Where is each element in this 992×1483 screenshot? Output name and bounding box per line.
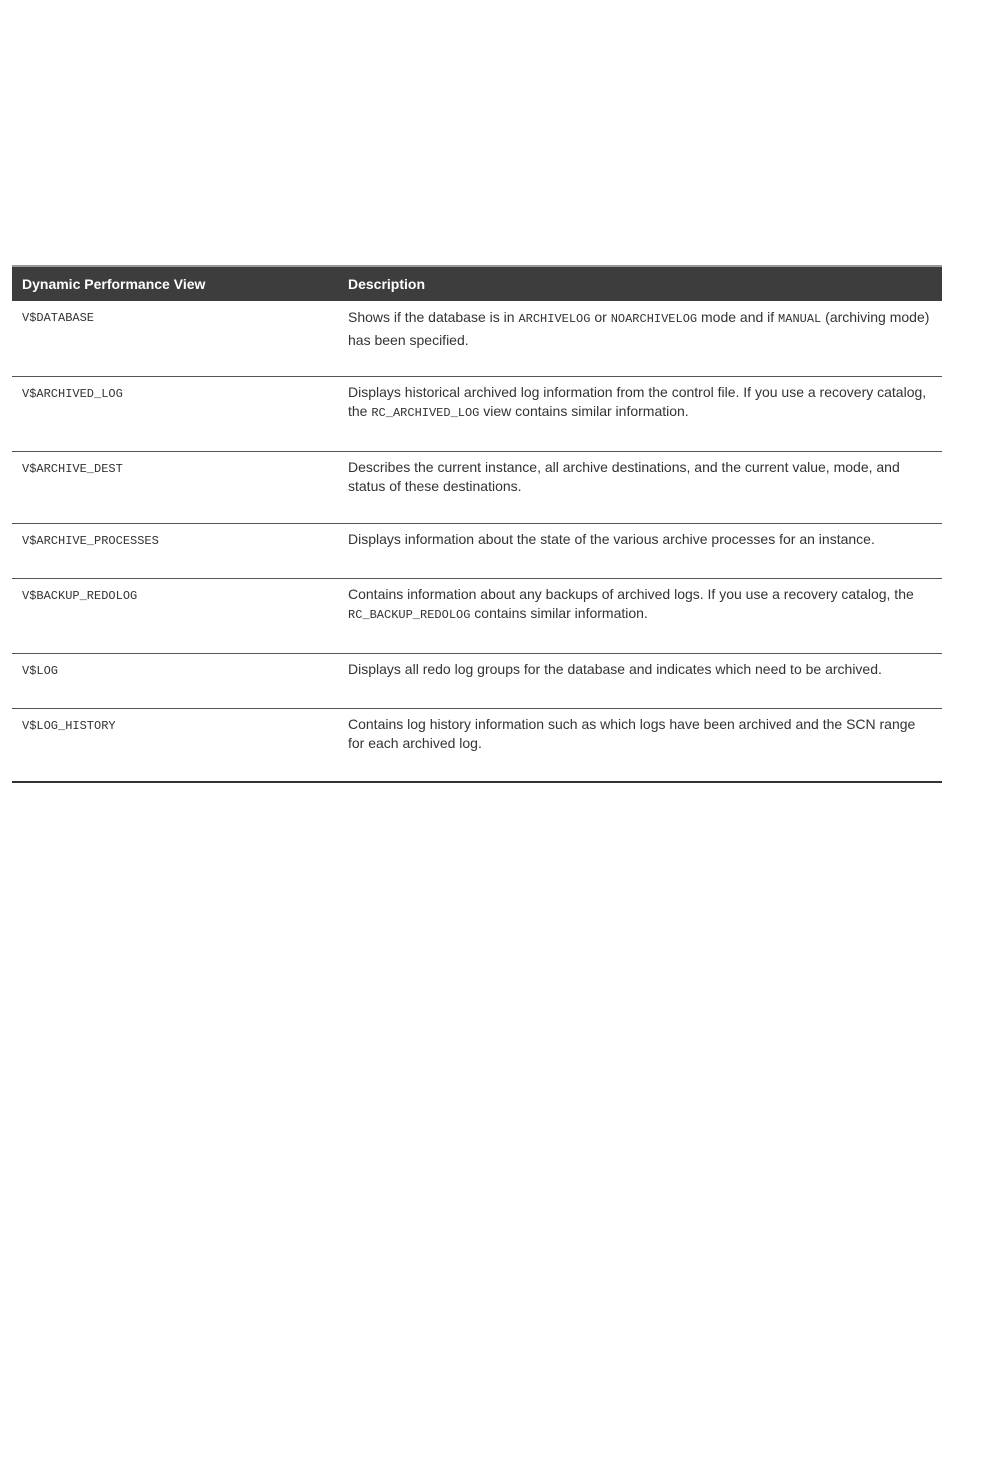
description-text: view contains similar information. (479, 402, 689, 419)
view-description (338, 376, 942, 451)
view-name: V$BACKUP_REDOLOG (12, 578, 338, 653)
dynamic-performance-views-table (12, 265, 942, 783)
view-description (338, 578, 942, 653)
table-body (12, 301, 942, 782)
description-text: Shows if the database is in (348, 309, 519, 325)
description-text: mode and if (697, 309, 779, 325)
description-text: Displays all redo log groups for the database and indicates which need to be archived. (348, 660, 882, 677)
view-name: V$ARCHIVE_DEST (12, 451, 338, 523)
table-row (12, 301, 942, 376)
inline-code: ARCHIVELOG (518, 312, 591, 326)
view-description (338, 708, 942, 782)
inline-code: RC_ARCHIVED_LOG (371, 405, 480, 420)
view-name: V$LOG_HISTORY (12, 708, 338, 782)
header-description: Description (338, 266, 942, 301)
inline-code: MANUAL (778, 312, 822, 326)
view-description (338, 301, 942, 376)
inline-code: NOARCHIVELOG (610, 312, 698, 326)
description-text: Displays information about the state of the various archive processes for an instance. (348, 530, 875, 547)
header-view: Dynamic Performance View (12, 266, 338, 301)
header-row (12, 266, 942, 301)
table-row (12, 451, 942, 523)
description-text: Contains information about any backups of archived logs. If you use a recovery catalog, the (348, 585, 914, 602)
view-name: V$DATABASE (12, 301, 338, 376)
view-description (338, 523, 942, 578)
description-text: Describes the current instance, all archive destinations, and the current value, mode, and status of these destinations. (348, 458, 900, 494)
view-name: V$LOG (12, 653, 338, 708)
table-row (12, 523, 942, 578)
description-text: or (590, 309, 611, 325)
views-table-container (12, 265, 942, 783)
description-text: contains similar information. (470, 604, 648, 621)
description-text: Displays historical archived log information from the control file. If you use a recovery catalog, the (348, 383, 927, 419)
description-text: Contains log history information such as which logs have been archived and the SCN range for each archived log. (348, 715, 916, 751)
view-description (338, 451, 942, 523)
table-row (12, 376, 942, 451)
table-row (12, 578, 942, 653)
view-name: V$ARCHIVE_PROCESSES (12, 523, 338, 578)
description-text: (archiving mode) has been specified. (348, 309, 930, 348)
view-description (338, 653, 942, 708)
table-row (12, 708, 942, 782)
inline-code: RC_BACKUP_REDOLOG (348, 607, 471, 622)
view-name: V$ARCHIVED_LOG (12, 376, 338, 451)
table-header (12, 266, 942, 301)
table-row (12, 653, 942, 708)
